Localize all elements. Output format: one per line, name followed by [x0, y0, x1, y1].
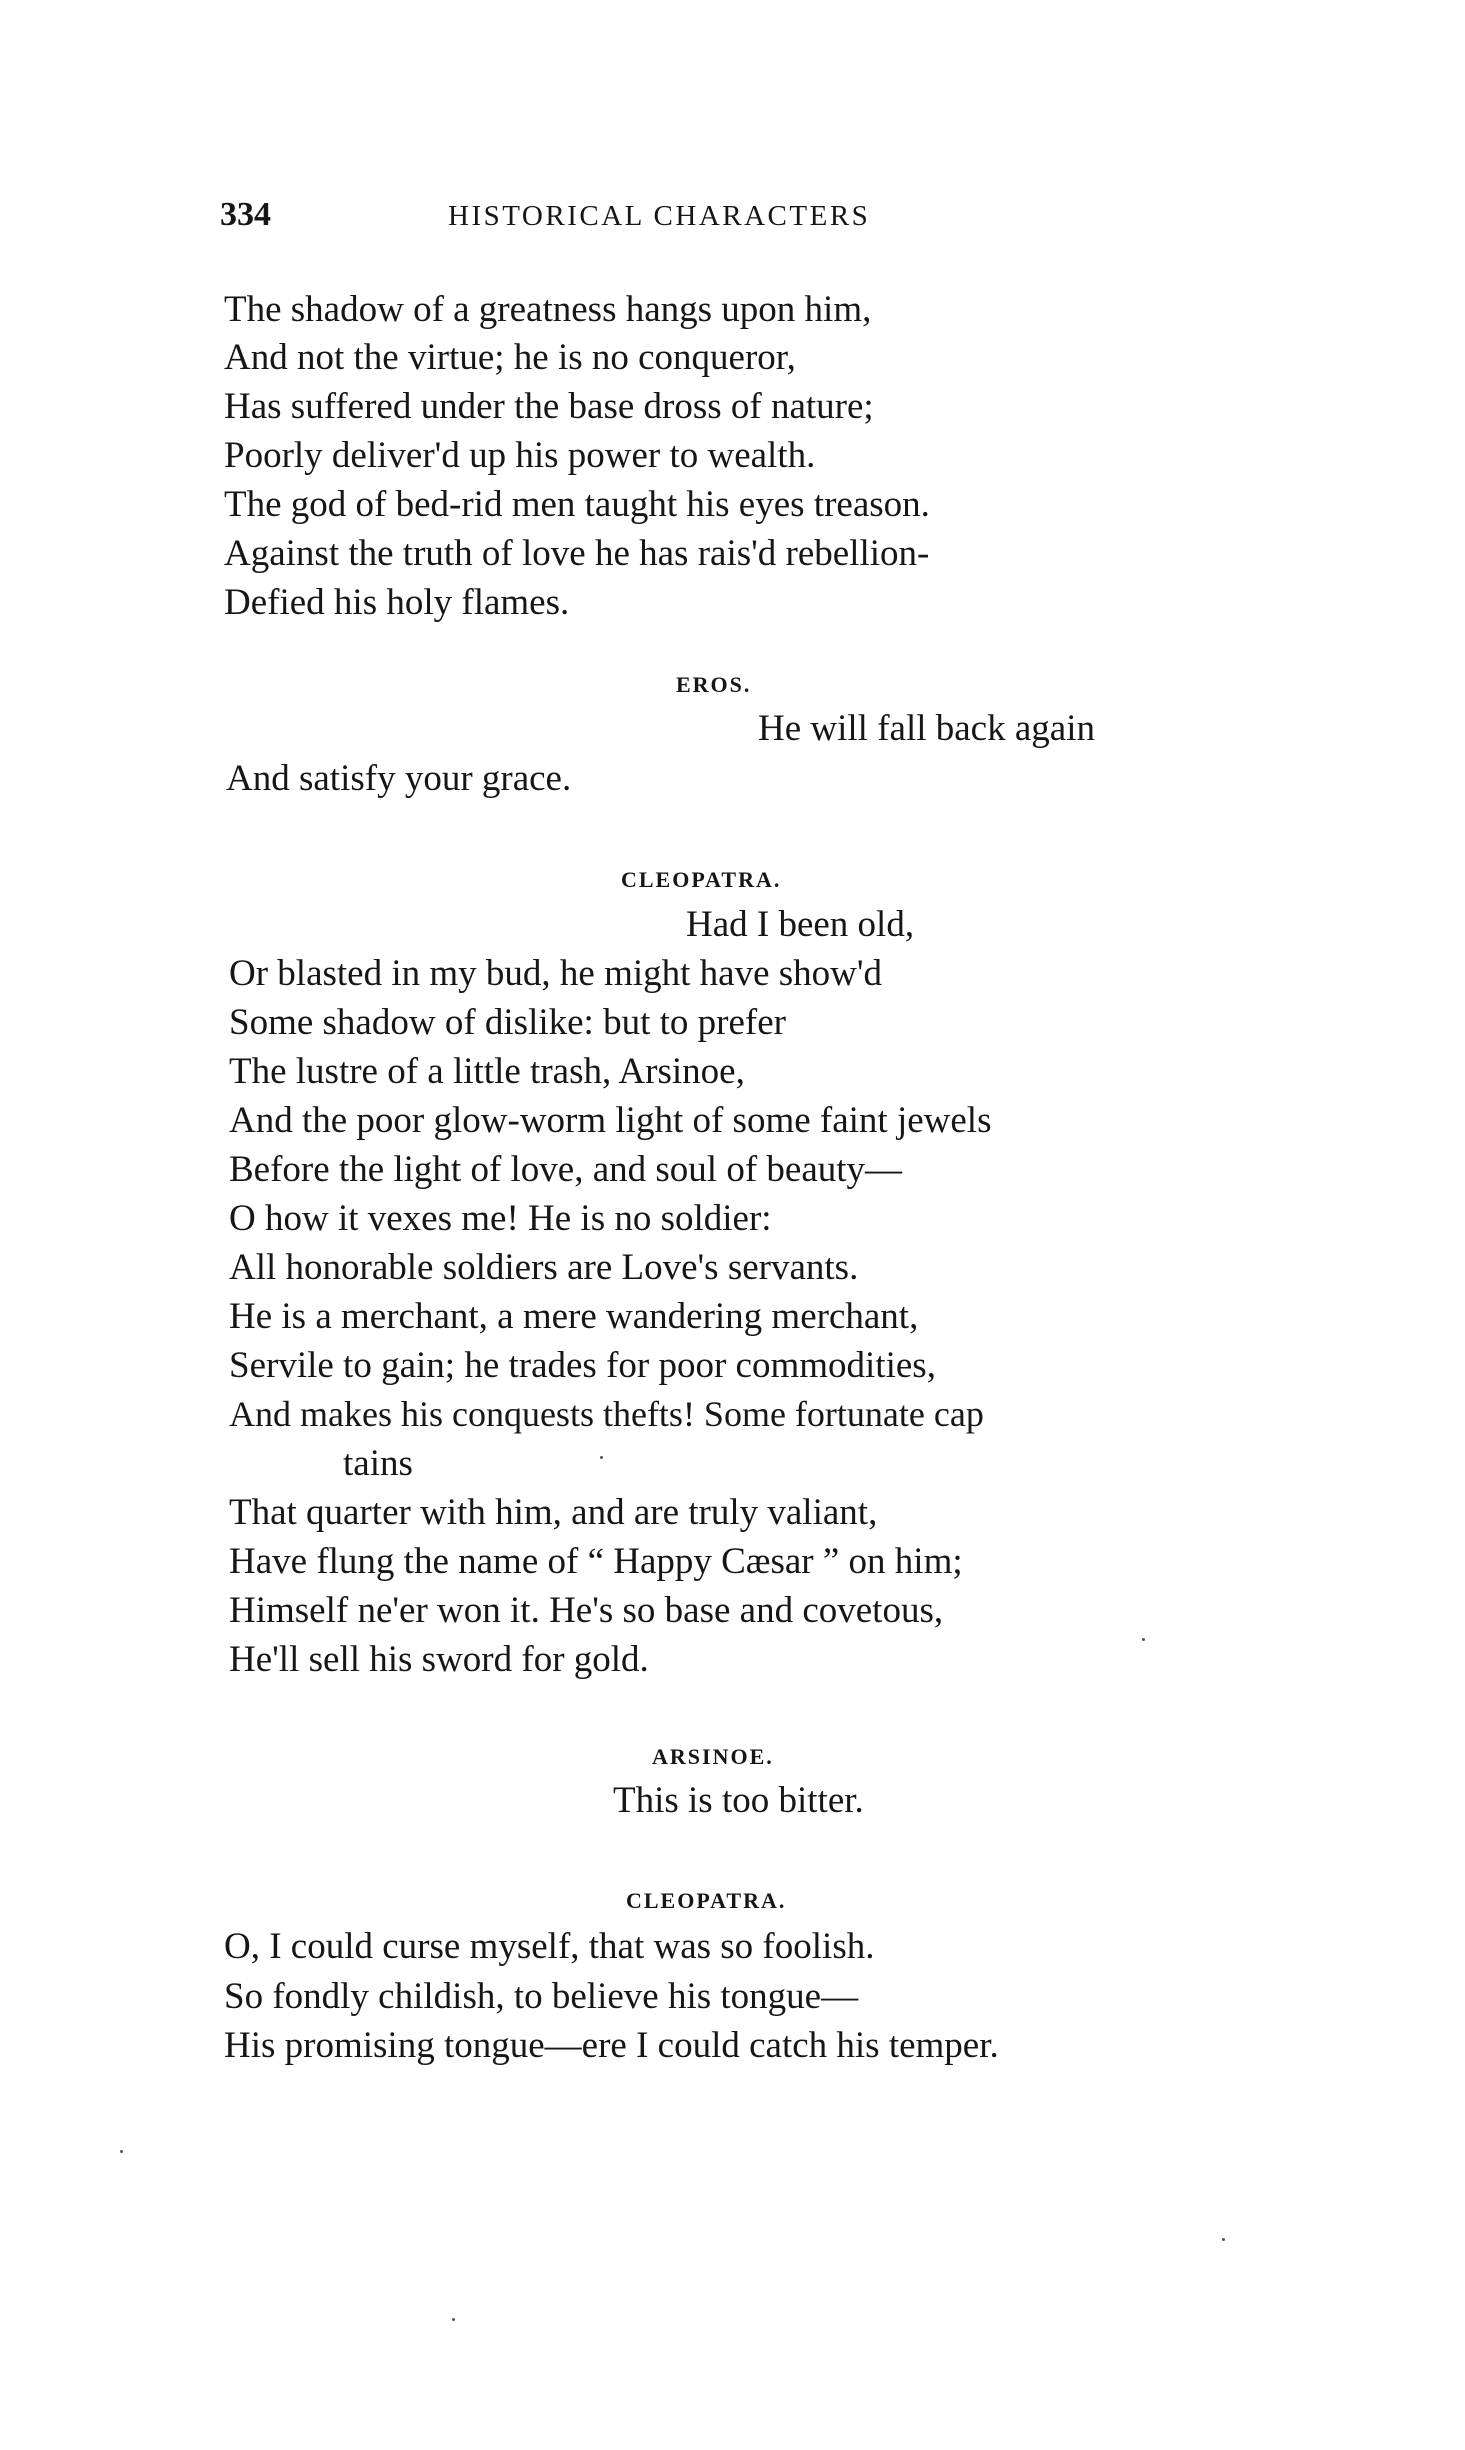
speaker-name: CLEOPATRA. [621, 867, 782, 892]
verse-line: That quarter with him, and are truly valiant, [229, 1492, 878, 1533]
speaker-name: CLEOPATRA. [626, 1888, 787, 1913]
verse-line: He will fall back again [758, 708, 1095, 749]
running-title: HISTORICAL CHARACTERS [448, 200, 871, 232]
verse-line: And makes his conquests thefts! Some fortunate cap [229, 1394, 984, 1434]
running-head [220, 196, 1260, 244]
verse-line: So fondly childish, to believe his tongue— [224, 1976, 859, 2017]
verse-line: Has suffered under the base dross of nature; [224, 386, 874, 427]
verse-line: The god of bed-rid men taught his eyes treason. [224, 484, 930, 525]
verse-line: Had I been old, [686, 904, 915, 945]
verse-line: The lustre of a little trash, Arsinoe, [229, 1051, 745, 1092]
verse-line: He'll sell his sword for gold. [229, 1639, 649, 1680]
speaker-name: EROS. [676, 672, 752, 697]
verse-line: Or blasted in my bud, he might have show'd [229, 953, 883, 994]
verse-line: And not the virtue; he is no conqueror, [224, 337, 796, 378]
scan-speck [1222, 2238, 1225, 2241]
scan-speck [120, 2150, 123, 2153]
verse-line: Before the light of love, and soul of beauty— [229, 1149, 903, 1190]
verse-line-continuation: tains [343, 1443, 413, 1484]
verse-line: This is too bitter. [613, 1780, 864, 1821]
verse-line: Against the truth of love he has rais'd rebellion- [224, 533, 930, 574]
verse-line: All honorable soldiers are Love's servants. [229, 1247, 859, 1288]
verse-line: O how it vexes me! He is no soldier: [229, 1198, 772, 1239]
verse-line: His promising tongue—ere I could catch his temper. [224, 2025, 999, 2066]
verse-line: Servile to gain; he trades for poor commodities, [229, 1345, 936, 1386]
verse-line: Himself ne'er won it. He's so base and covetous, [229, 1590, 944, 1631]
scan-speck [600, 1456, 603, 1459]
verse-line: And the poor glow-worm light of some faint jewels [229, 1100, 992, 1141]
verse-line: Defied his holy flames. [224, 582, 570, 623]
page-number: 334 [220, 196, 271, 233]
verse-line: Poorly deliver'd up his power to wealth. [224, 435, 816, 476]
scan-speck [1142, 1638, 1145, 1641]
scan-speck [452, 2318, 455, 2321]
verse-line: Some shadow of dislike: but to prefer [229, 1002, 786, 1043]
verse-line: He is a merchant, a mere wandering merchant, [229, 1296, 919, 1337]
verse-line: O, I could curse myself, that was so foolish. [224, 1926, 875, 1967]
verse-line: Have flung the name of “ Happy Cæsar ” on him; [229, 1541, 963, 1582]
speaker-name: ARSINOE. [652, 1744, 774, 1769]
verse-line: The shadow of a greatness hangs upon him, [224, 289, 872, 330]
verse-line: And satisfy your grace. [226, 758, 572, 799]
